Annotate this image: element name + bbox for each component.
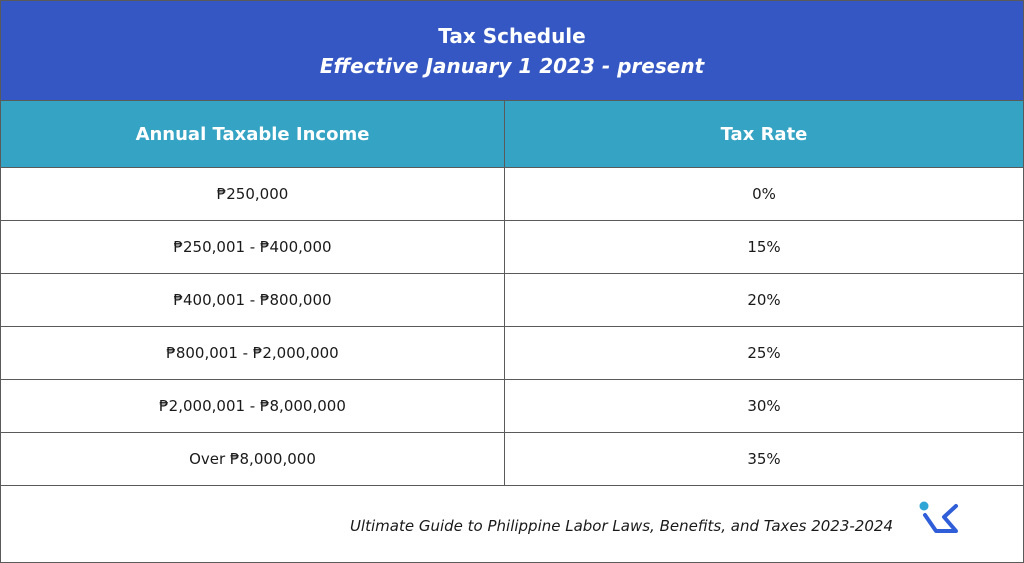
- table-row: [1, 380, 1023, 433]
- brand-k-logo-icon: [916, 501, 960, 535]
- rate-cell: 20%: [505, 274, 1024, 327]
- table-row: [1, 327, 1023, 380]
- income-cell: ₱800,001 - ₱2,000,000: [1, 327, 505, 380]
- income-cell: Over ₱8,000,000: [1, 433, 505, 486]
- page-title: Tax Schedule: [438, 23, 586, 48]
- rate-cell: 30%: [505, 380, 1024, 433]
- column-header-income: Annual Taxable Income: [1, 101, 505, 168]
- footer: [1, 486, 1023, 557]
- income-cell: ₱400,001 - ₱800,000: [1, 274, 505, 327]
- income-cell: ₱250,000: [1, 168, 505, 221]
- income-cell: ₱2,000,001 - ₱8,000,000: [1, 380, 505, 433]
- rate-cell: 35%: [505, 433, 1024, 486]
- table-row: [1, 168, 1023, 221]
- column-header-rate: Tax Rate: [505, 101, 1024, 168]
- income-cell: ₱250,001 - ₱400,000: [1, 221, 505, 274]
- table-header-row: [1, 101, 1023, 168]
- title-banner: [1, 1, 1023, 101]
- rate-cell: 0%: [505, 168, 1024, 221]
- rate-cell: 15%: [505, 221, 1024, 274]
- table-row: [1, 433, 1023, 486]
- table-row: [1, 221, 1023, 274]
- tax-table: [1, 101, 1023, 486]
- table-row: [1, 274, 1023, 327]
- footer-caption: Ultimate Guide to Philippine Labor Laws, Benefits, and Taxes 2023-2024: [349, 517, 893, 535]
- rate-cell: 25%: [505, 327, 1024, 380]
- page-subtitle: Effective January 1 2023 - present: [319, 53, 705, 78]
